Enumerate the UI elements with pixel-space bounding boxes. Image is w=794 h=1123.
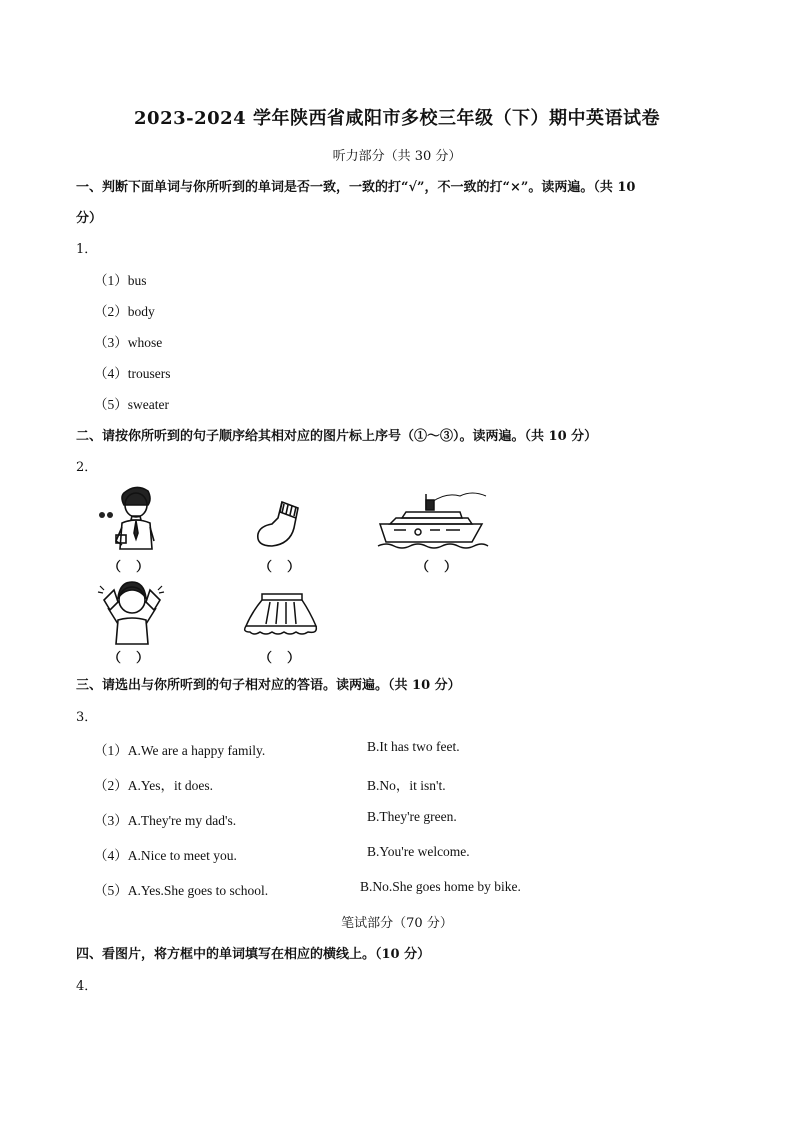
section2-instruction: 二、请按你所听到的句子顺序给其相对应的图片标上序号（①～③）。读两遍。（共 10 分）: [76, 429, 598, 444]
option-b: B.They're green.: [367, 809, 457, 824]
option-a: （5）A.Yes.She goes to school.: [94, 883, 269, 898]
answer-blank[interactable]: （ ）: [259, 651, 302, 666]
list-item: （5）sweater: [94, 397, 169, 412]
ship-icon: [376, 488, 490, 552]
listening-header: 听力部分（共 30 分）: [332, 149, 462, 164]
answer-blank[interactable]: （ ）: [416, 560, 459, 575]
skirt-icon: [240, 590, 322, 638]
list-item: （4）trousers: [94, 366, 171, 381]
question-number-1: 1．: [76, 242, 98, 257]
man-icon: [96, 483, 166, 553]
page-title: 2023-2024 学年陕西省咸阳市多校三年级（下）期中英语试卷: [134, 108, 660, 129]
option-b: B.No，it isn't.: [367, 778, 446, 793]
answer-blank[interactable]: （ ）: [108, 651, 151, 666]
section3-instruction: 三、请选出与你所听到的句子相对应的答语。读两遍。（共 10 分）: [76, 678, 461, 693]
list-item: （2）body: [94, 304, 155, 319]
option-b: B.It has two feet.: [367, 739, 460, 754]
option-a: （1）A.We are a happy family.: [94, 743, 266, 758]
option-b: B.You're welcome.: [367, 844, 470, 859]
answer-blank[interactable]: （ ）: [259, 560, 302, 575]
section1-instruction-cont: 分）: [76, 211, 103, 226]
question-number-4: 4．: [76, 979, 98, 994]
question-number-3: 3．: [76, 710, 98, 725]
question-number-2: 2．: [76, 460, 98, 475]
sock-icon: [252, 498, 304, 550]
list-item: （3）whose: [94, 335, 163, 350]
answer-blank[interactable]: （ ）: [108, 560, 151, 575]
girl-ears-icon: [96, 580, 166, 646]
option-a: （2）A.Yes，it does.: [94, 778, 214, 793]
option-a: （4）A.Nice to meet you.: [94, 848, 237, 863]
option-a: （3）A.They're my dad's.: [94, 813, 237, 828]
list-item: （1）bus: [94, 273, 147, 288]
option-b: B.No.She goes home by bike.: [360, 879, 521, 894]
section1-instruction: 一、判断下面单词与你所听到的单词是否一致，一致的打“√”，不一致的打“×”。读两遍。（共 10: [76, 180, 636, 195]
writing-header: 笔试部分（70 分）: [341, 916, 453, 931]
section4-instruction: 四、看图片，将方框中的单词填写在相应的横线上。（10 分）: [76, 947, 431, 962]
